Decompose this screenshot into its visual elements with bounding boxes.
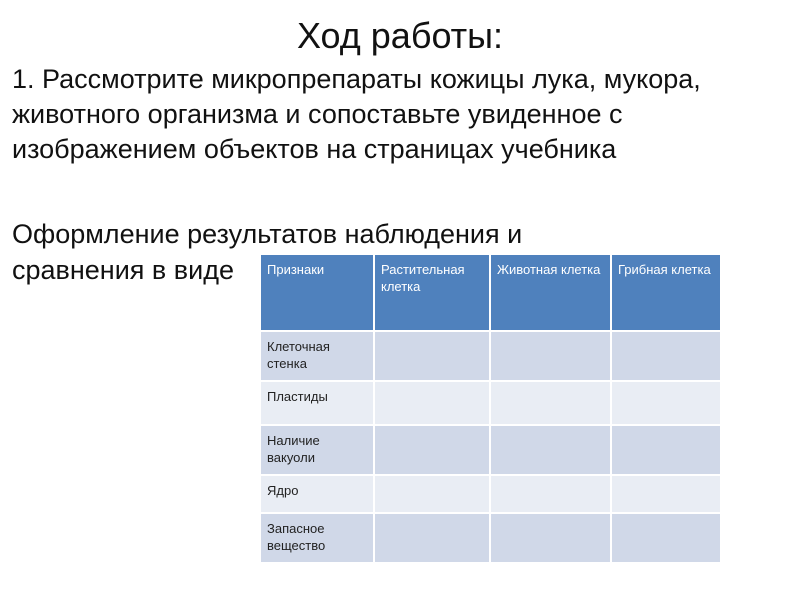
results-line-2: сравнения в виде	[12, 255, 234, 285]
table-row	[260, 513, 721, 563]
table-row	[260, 331, 721, 381]
row-label: Ядро	[260, 475, 374, 513]
slide-title: Ход работы:	[296, 15, 504, 56]
table-cell	[490, 513, 611, 563]
table-cell	[611, 425, 721, 475]
table-row	[260, 381, 721, 425]
row-label: Наличие вакуоли	[260, 425, 374, 475]
table-cell	[611, 475, 721, 513]
results-line-1: Оформление результатов наблюдения и	[12, 219, 523, 249]
table-row	[260, 425, 721, 475]
task-item-number: 1.	[12, 64, 35, 94]
table-cell	[490, 331, 611, 381]
table-cell	[611, 331, 721, 381]
table-cell	[490, 425, 611, 475]
row-label: Клеточная стенка	[260, 331, 374, 381]
table-header-row	[260, 254, 721, 331]
row-label: Пластиды	[260, 381, 374, 425]
table-header-cell: Животная клетка	[490, 254, 611, 331]
table-row	[260, 475, 721, 513]
table-cell	[374, 381, 490, 425]
comparison-table	[259, 253, 722, 564]
table-header-cell: Признаки	[260, 254, 374, 331]
table-header-cell: Растительная клетка	[374, 254, 490, 331]
table-cell	[374, 425, 490, 475]
table-cell	[490, 475, 611, 513]
table-cell	[611, 381, 721, 425]
table-cell	[490, 381, 611, 425]
table-cell	[374, 513, 490, 563]
row-label: Запасное вещество	[260, 513, 374, 563]
table-cell	[611, 513, 721, 563]
task-item	[12, 62, 782, 167]
table-cell	[374, 475, 490, 513]
table-header-cell: Грибная клетка	[611, 254, 721, 331]
table-cell	[374, 331, 490, 381]
task-item-text: Рассмотрите микропрепараты кожицы лука, мукора, животного организма и сопоставьте увиденное с изображением объектов на страницах учебника	[12, 64, 701, 164]
